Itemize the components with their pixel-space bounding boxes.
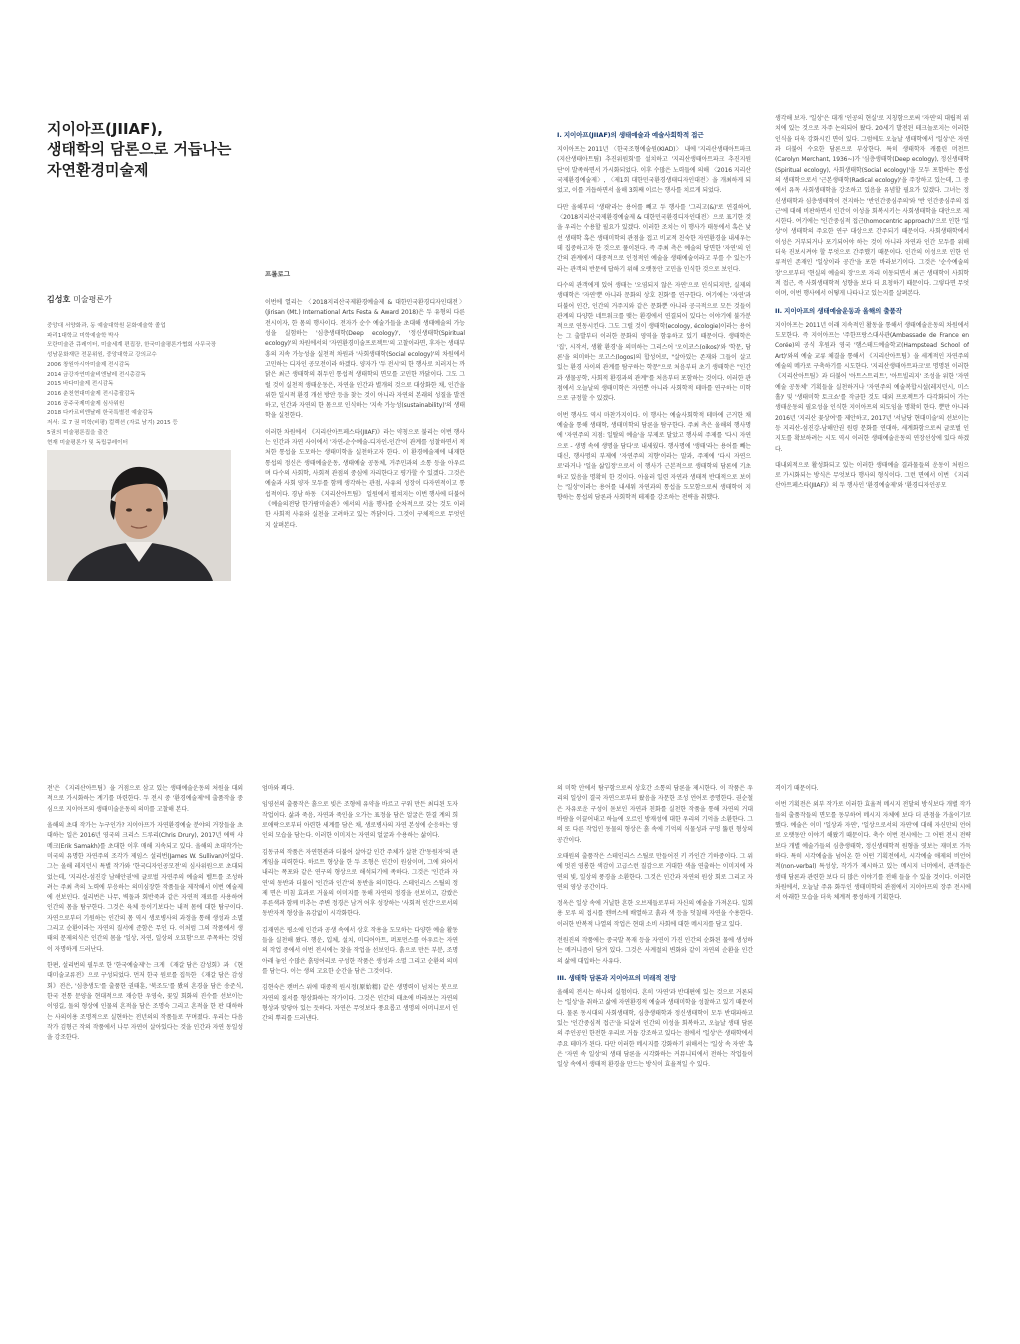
paragraph: 격이기 때문이다. <box>775 785 819 792</box>
section2-column <box>775 114 969 648</box>
body-column-3 <box>557 784 753 1342</box>
author-role: 미술평론가 <box>73 295 112 304</box>
body-column-1 <box>47 784 243 1342</box>
paragraph: 다만 올해부터 '생태'라는 용어를 빼고 두 행사를 '그리고(&)'로 연결하여, 〈2018지리산국제환경예술제 & 대한민국환경디자인대전〉으로 표기한 것을 우리는 수용할 필요가 있겠다. 이러한 조치는 이 행사가 태동에서 혹은 낯선 생태학 혹은 생태미학의 관점을 접고 비교적 친숙한 자연환경을 내세우는데 집중하고자 한 것으로 풀이된다. 즉 주최 측은 예술의 당면한 '자연'의 인간의 관계에서 대중적으로 인정적인 예술을 생태예술이라고 부를 수 있는가라는 관객의 반문에 답하기 위해 오랫동안 고민을 인식한 것으로 보인다. <box>557 203 751 273</box>
author-name: 김성호 <box>47 295 71 304</box>
paragraph: 지이아프는 2011년 〈한국조형예술원(KIAD)〉 내에 '지리산생태아트파크(지산생태아트팀) 추진위원회'를 설치하고 '지리산생태아트파크 추진지원단'이 발족하면서 가시화되었다. 이후 수많은 노력들에 의해 〈2016 지리산국제환경예술제〉, 〈제1회 대한민국환경생태디자인대전〉을 개최하게 되었고, 이를 거듭하면서 올해 3회째 이르는 행사를 치르게 되었다. <box>557 146 751 195</box>
paragraph: 한편, 설리번의 필두로 한 '한국예술제'는 크게 《재갈 담은 감성회》과 《현대미술교류전》으로 구성되었다. 먼저 한국 원로를 집득한 《재갈 담은 감성회》전은, '심층생도'를 출품한 권태훈, '북조도'를 봤의 흔경을 담은 송준식, 한국 전통 문양을 현대적으로 재승한 우영숙, 꽃잎 회화의 진수를 선보이는 이영길, 돌의 형상에 인물의 흔적을 담은 조명숙 그리고 흔적을 한 판 대하하는 사의이용 조명적으로 실현하는 전년의의 작품들로 꾸며졌다. 우리는 다음 작가 김형근 작의 작품에서 나무 자연이 살아있다는 것을 인간과 자연 동일성을 강조한다. <box>47 962 243 1042</box>
paragraph: 김재연은 평소에 인간과 공생 속에서 상호 작용을 도모하는 다양한 예술 활동들을 실천해 왔다. 행운, 입체, 설치, 미디어아트, 퍼포먼스를 아우르는 자연의 작업 중에서 이번 전시에는 찾을 작업을 선보인다. 흙으로 만든 부분, 조명 아래 놓인 수많은 흙덩어리로 구성한 작품은 생성과 소멸 그리고 순환의 의미를 담는다. 이는 생의 고요한 순간을 담은 그것이다. <box>262 926 458 975</box>
top-spread <box>0 0 1020 660</box>
author-bio <box>47 322 237 448</box>
section-heading: III. 생태학 담론과 지이아프의 미래적 전망 <box>557 974 677 982</box>
bio-line: 2016 공주국제미술제 심사위원 <box>47 400 125 407</box>
paragraph: 대내외적으로 활성화되고 있는 이러한 생태예술 결과물들의 운동이 처원으로 가시화되는 방식은 무엇보다 행사의 형식이다. 그런 면에서 이번 《지리산아트페스타(JIIAF)》의 두 행사인 '환경예술제'와 '환경디자인공모 <box>775 461 969 490</box>
bio-line: 2016 춘천현대미술제 전시총괄감독 <box>47 391 136 398</box>
paragraph: 전'은 《지리산아트팀》을 거점으로 삼고 있는 생태예술운동의 처원을 대외적으로 가시화하는 계기를 마련한다. 두 전시 중 '환경예술제'에 출품작을 중심으로 지이아프의 생태미술운동의 의미를 고찰해 본다. <box>47 785 243 813</box>
paragraph: 다수의 관객에게 있어 생태는 '오염되지 않은 자연'으로 인식되지만, 실제의 생태학은 '자연'뿐 아니라 문화의 상호 친화'를 연구한다. 여기에는 '자연'과 더불어 인간, 인간의 거주지와 같은 문화뿐 아니라 공극적으로 모든 것들이 관계의 다양한 네트워크를 맺는 환경에서 연결되어 있다는 이야기에 불가분적으로 연동시킨다. 그도 그럴 것이 생태학(ecology, écologie)이라는 용어는 그 출발부터 이러한 문화의 영역을 함유하고 있기 때문이다. 생태학은 '집', 시작서, 생활 환경'을 의미하는 그리스어 '오이코스(oikos)'와 '학문, 담론'을 의미하는 로고스(logos)의 합성어로, "살아있는 존재와 그들이 살고 있는 환경 사이의 관계를 탐구하는 학문"으로 처음부터 초기 생태학은 "인간과 생물공학, 사회적 환경과의 관계"를 처음부터 포함하는 것이다. 이러한 관점에서 오늘날의 생태미학은 자연뿐 아니라 사회학적 테마를 연구하는 미학으로 규정할 수 있겠다. <box>557 281 751 403</box>
paragraph: 김동규의 작품은 자연현관과 더불어 살아갈 인간 주체가 살찬 간'동원자'의 관계임을 피력한다. 하르트 형상을 한 두 조형은 인간이 원삼이며, 그에 와어서 내리는 폭포와 같은 연구의 형상으로 해석되기에 족하다. 그것은 '인간과 자연'의 동반과 더불어 '인간과 인간'의 동반을 의미한다. 스테인리스 스틸의 정제 면은 비침 효과로 거울의 이미지를 동해 자연의 정경을 선보이고, 감쌌은 푸른색과 함께 비추는 주변 정경은 남겨 어후 성장하는 '사회적 인간'으로서의 동반자적 형상을 유감없이 시각화한다. <box>262 848 458 918</box>
article-title <box>47 119 247 180</box>
paragraph: 이번 행사도 역시 마찬가지이다. 이 행사는 예술사회학적 테마에 근거한 채 예술을 통해 생태학, 생태미학의 담론을 탐구한다. 주최 측은 올해의 행사명에 '자연주의 지점: 일탈의 예술'을 부제로 달았고 행사의 주제를 '다시 자연으로 - 생명 속에 생명을 담다'로 내세웠다. 행사명에 '생태'라는 용어를 빼는 대신, 행사명의 부제에 '자연주의 지향'이라는 말과, 주제에 '다시 자연으로'라거나 '일을 삶입정'으로서 이 행사가 근본적으로 생태학의 담론에 기초하고 있음을 명확히 한 것이다. 아울러 일련 자연과 생태적 반대적으로 보이는 '일상'이라는 용어를 내세워 자연과의 통섭을 도모함으로써 생태학이 지향하는 통섭의 담론과 사회학적 테제를 강조하는 전략을 취했다. <box>557 411 751 502</box>
bio-line: 파리1대학교 미학예술학 박사 <box>47 332 119 339</box>
paragraph: 생각해 보자. '일상'은 대개 '인공의 현실'로 지칭함으로써 '자연'의 대립적 위치에 있는 것으로 자주 논의되어 왔다. 20세기 발전된 테크놀로지는 이러한 인식을 더욱 강화시킨 면이 있다. 그럼에도 오늘날 생태학에서 '일상'은 자연과 더불어 수요한 담론으로 부상한다. 특히 생태학자 캐롤린 머천트(Carolyn Merchant, 1936~)가 '심층생태학(Deep ecology), 정신생태학(Spiritual ecology), 사회생태학(Social ecology)'을 모두 포함하는 통섭의 생태학으로서 '근본생태학(Radical ecology)'을 주장하고 있는데, 그 중에서 유독 사회생태학을 강조하고 있음을 유념할 필요가 있겠다. 그녀는 정신생태학과 심층생태학이 견지하는 '반인간중심주의'와 '반 인간중심주의 접근'에 대해 비판하면서 인간이 이성을 회복시키는 사회생태학을 대안으로 제시한다. 여기에는 '인간중심적 접근(homocentric approach)'으로 인한 '일상'이 생태학의 주요한 연구 대상으로 간주되기 때문이다. 사회생태학에서 이성은 거부되거나 포기되어야 하는 것이 아니라 자연과 인간 모두를 위해 더욱 진보시켜야 할 무엇으로 간주했기 때문이다. 인간의 이성으로 인한 인류적인 존재인 '일상이라 공간'을 포한 바라보기이다. 그것은 '순수예술의 장'으로부터 '현실의 예술의 장'으로 자리 이동되면서 최근 생태학이 사회학적 접근, 즉 사회생태학적 성향을 보다 더 요청하기 때문이다. 그렇다면 무엇이며, 이번 행사에서 어떻게 나타나고 있는지를 살펴본다. <box>775 115 969 298</box>
bio-line: 현재 미술평론가 및 독립큐레이터 <box>47 439 128 446</box>
paragraph: 이번에 열리는 〈2018지리산국제환경예술제 & 대한민국환경디자인대전〉(Jirisan (Mt.) International Arts Festa & Award 2018)은 두 유형의 다른 전시이자, 한 몸의 행사이다. 전자가 순수 예술가들을 초대해 생태예술의 가능성을 실험하는 '심층생태학(Deep ecology)', '정신생태학(Spiritual ecology)'의 차원에서의 '자연환경미술프로젝트'의 고찰이라면, 후자는 생태부흥의 지속 가능성을 실천적 차원과 '사회생태학(Social ecology)'의 차원에서 고민하는 디자인 공모전이라 하겠다. 양자가 '두 전시'의 한 행사로 치러지는 까닭은 최근 생태학의 취두인 통섭적 생태학의 면모를 고민한 까닭이다. 그도 그럴 것이 실천적 생태운동은, 자연을 인간과 별개의 것으로 대상화한 채, 인간을 위한 일시적 환경 개선 방안 등을 찾는 것이 아니라 자연의 본래의 성질을 발견하고, 인간과 자연의 한 몸으로 인식하는 '지속 가능성(sustainability)'의 생태학을 실천한다. <box>265 299 465 420</box>
author-byline <box>47 294 237 305</box>
author-portrait <box>47 450 231 581</box>
paragraph: 엄마와 꽤다. <box>262 785 295 792</box>
bio-line: 2015 바다미술제 전시감독 <box>47 381 114 388</box>
paragraph: 올해의 초대 작가는 누구인가? 지이아프가 자연환경예술 분야의 거장들을 초대하는 일은 2016년 영국의 크리스 드루리(Chris Drury), 2017년 에릭 샤메크(Erik Samakh)를 초대한 이후 매해 지속되고 있다. 올해의 초대작가는 미국의 유명한 자연주의 조각가 제임스 설리번(James W. Sullivan)이었다. 그는 올해 레지던시 특별 작가와 '한국디자인공모전'의 심사위원으로 초대되었는데, '지리산-섬진강 남해안권'에 글로벌 자연주의 예술의 벨트를 조성하려는 주최 측의 노력에 부응하는 의미심장한 작품들을 제작해서 이번 예술제에 선보인다. 설리번은 나무, 벽돌과 회반죽과 같은 자연적 재료를 사용하여 인간의 몸을 탐구한다. 그것은 육체 등이기보다는 내적 몸에 대한 탐구이다. 자연으로부터 기원하는 인간의 몸 역시 생로병사의 과정을 통해 생성과 소멸 그리고 순환이라는 자연의 질서에 준함은 무인 다. 이처럼 그의 작품에서 생태의 문제의식은 인간의 몸을 '일상, 자연, 일상의 오묘함'으로 주목하는 것임이 자명하게 드러난다. <box>47 821 243 953</box>
paragraph: 임영선의 출품작은 흙으로 빚은 조형에 유약을 바르고 구워 만든 최디된 도자 작업이다. 삶과 죽음, 자연과 죽인을 오가는 표정을 담은 얼굴은 한결 계의 희로애락으로부터 아련한 세계를 담은 채, 생로병사의 자연 본성에 순응하는 영인의 모습을 담는다. 이러한 이미지는 자연의 얼굴과 수용하는 삶이다. <box>262 801 458 840</box>
body-column-2 <box>262 784 458 1342</box>
bio-line: 성남문화재단 전문위원, 중앙대학교 강의교수 <box>47 352 157 359</box>
bio-line: 2018 다카르비엔날레 한국특별전 예술감독 <box>47 410 154 417</box>
prologue-label: 프롤로그 <box>265 270 291 278</box>
paragraph: 이번 기획전은 외부 작가로 이러한 효율적 메시지 전달의 방식보다 개별 작가들의 출품작들의 면모를 동부하여 메시지 자체에 보다 더 관점을 가울이기로 했다. 예술은 이미 '일상과 자연', '일상으로서의 자연'에 대해 자신만의 언어로 오랫동안 이야기 해왔기 때문이다. 축수 이번 전시에는 그 어떤 전시 전략보다 개별 예술가들의 심층생태학, 정신생태학적 원형을 엿보는 재미로 가득하다. 특히 시각예술을 넘어온 한 어떤 기획전에서, 시각예술 애제의 비언어적(non-verbal) 특성상, 작가가 제시하고 있는 메시지 너머에서, 관객들은 생태 담론과 관련한 보다 더 많은 이야기를 전해 들을 수 있을 것이다. 이러한 차원에서, 오늘날 주유 화두인 생태미학의 관점에서 지이아프의 장주 전시에서 아래한 모습을 더욱 체계적 풍성하게 기획한다. <box>775 801 971 902</box>
paragraph: 올해의 전시는 하나의 실험이다. 흔히 '자연'과 반대편에 있는 것으로 거론되는 '일상'을 취하고 삶에 자연환경적 예술과 생태미학을 성찰하고 있기 때문이다. 물론 동시대의 사회생태학, 심층생태학과 정신생태학이 모두 반대파하고 있는 '인간중심적 접근'을 되살려 인간의 이성을 회복하고, 오늘날 생태 담론의 주인공인 한전한 우리로 거듭 강조하고 있다는 점에서 '일상'은 생태학에서 주요 테마가 된다. 다만 이러한 메시지를 강화하기 위해서는 '일상 속 자연' 혹은 '자연 속 일상'의 생태 담론을 시각화하는 커뮤니티에서 전하는 작업들이 일상 속에서 생태적 환경을 만드는 방식이 효율적일 수 있다. <box>557 989 753 1069</box>
title-line: 지이아프(JIIAF), <box>47 120 163 138</box>
body-column-4 <box>775 784 971 1084</box>
bio-line: 저서: 로 7 권 미학(비평) 컬렉션 (자료 남겨) 2015 등 <box>47 420 178 427</box>
bio-line: 5권의 미술평론집을 출간 <box>47 429 109 436</box>
title-line: 생태학의 담론으로 거듭나는 <box>47 140 232 159</box>
bio-line: 모란미술관 큐레이터, 미술세계 편집장, 한국미술평론가협회 사무국장 <box>47 342 217 349</box>
paragraph: 김현숙은 캔버스 위에 대중적 원시정(原始精) 같은 생명력이 넘치는 붓으로 자연의 질서를 형상화하는 작가이다. 그것은 인간의 태초에 바라보는 자연의 형상과 맞닿아 있는 듯하다. 자연은 무엇보다 풍요롭고 생명의 어머니로서 인간의 뿌리를 드러낸다. <box>262 984 458 1023</box>
paragraph: 의 미학 안에서 탐구함으로써 상호간 소통의 담론을 제시한다. 이 작품은 우리의 일상이 결국 자연으로부터 왔음을 자문한 조성 언어로 증명한다. 권순철은 자유로운 구성이 돋보인 자연과 친화를 실천한 작품을 통해 자연의 거대 바람을 이끌어내고 하늘에 오르인 방재성에 대한 우리의 기억을 소환한다. 그의 또 다른 작업인 동물의 형상은 흙 속에 기억의 식물성과 구멍 뚫린 형상의 공간이다. <box>557 785 753 844</box>
paragraph: 이러한 차원에서 《지리산아트페스타(JIIAF)》라는 약칭으로 불리는 이번 행사는 인간과 자연 사이에서 '자연-순수예술-디자인-인간'이 관계를 성찰하면서 적처한 통섭을 도모하는 생태미학을 실천하고자 한다. 이 환경예술제에 내재한 통섭의 정신은 생태예술운동, 생태예술 공동체, 거주민과의 소통 등을 아우르며 다수의 사회학, 사회적 관점의 중심에 자리한다고 평가할 수 있겠다. 그것은 예술과 사회 양자 모두를 함께 생각하는 관점, 사유의 성장이 다자연적이고 통섭적이다. 경남 하동 《지리산아트팀》 일원에서 펼쳐지는 이번 행사에 더불어 《예술의전당 한가람미술관》에서의 서울 행사를 순차적으로 갖는 것도 이러한 사회적 사유와 실천을 고려하고 있는 까닭이다. 그것이 구체적으로 무엇인지 살펴본다. <box>265 428 465 529</box>
paragraph: 정옥은 일상 속에 거닐한 흔한 오브제들로부터 자신의 예술을 가져온다. 일회용 모루 의 접시를 캔버스에 배열하고 흙과 색 등을 덧칠해 자연을 수용한다. 이러한 반복적 나열의 작업은 현대 소비 사회에 대한 메시지를 담고 있다. <box>557 900 753 928</box>
bottom-spread <box>0 672 1020 1344</box>
paragraph: 지이아프는 2011년 이래 지속적인 활동을 통해서 생태예술운동의 차원에서 도모한다. 즉 지이아프는 '주한프랑스대사관(Ambassade de France en Corée)의 공식 후원과 영국 '햄스테드예술학교(Hampstead School of Art)'와의 예술 교류 체결을 통해서 《지리산아트팀》을 세계적인 자연주의 예술의 메카로 구축하기를 시도한다. '지리산생태아트파크'로 명명된 이러한 《지리산아트팀》과 더불어 '아트스트리트', '아트빌리지' 조성을 위한 '자연예술 공동체' 기획들을 실천하거나 '자연주의 예술복합시설(레지던시, 미스홀)' 및 '생태미학 토크쇼'를 작금한 것도 대외 프로젝트가 다각화되어 가는 생태운동의 필요성을 인식한 지이아프의 의도임을 명확히 한다. 뿐만 아니라 2016년 '지리산 꽃상여'를 제안하고, 2017년 '서남당 현대미술'의 선보이는 등 지리산-섬진강-남해안권 원령 문화를 연대하, 세계화함으로써 글로벌 인지도를 확보하려는 시도 역시 이러한 생태예술운동의 연장선상에 있다 하겠다. <box>775 321 969 453</box>
section1-column <box>557 128 751 648</box>
section-heading: I. 지이아프(JIIAF)의 생태예술과 예술사회학적 접근 <box>557 131 704 139</box>
paragraph: 전원진의 작품에는 중국발 목재 등을 자연이 가진 인간의 순화된 물에 생성하는 메커니즘이 담겨 있다. 그것은 사계절의 변화와 같이 자연의 순환을 인간의 삶에 대입하는 사유다. <box>557 937 753 965</box>
bio-line: 2006 창원아시아미술제 전시감독 <box>47 361 130 368</box>
prologue-column <box>265 298 465 648</box>
bio-line: 중앙대 서양화과, 동 예술대학원 문화예술학 졸업 <box>47 323 166 329</box>
title-line: 자연환경미술제 <box>47 160 149 179</box>
paragraph: 오태원의 출품작은 스테인리스 스틸로 만들어진 키 카인간 기하중이다. 그 위에 멋진 영롱한 색감이 고급스런 질감으로 거대한 색을 연출하는 이미지에 자연의 빛, 일상의 풍경을 소환한다. 그것은 인간과 자연의 원상 회로 그리고 자연의 영상 공간이다. <box>557 852 753 891</box>
section-heading: II. 지이아프의 생태예술운동과 올해의 출품작 <box>775 306 902 315</box>
bio-line: 2014 금강자연미술비엔날레 전시총감독 <box>47 371 146 378</box>
